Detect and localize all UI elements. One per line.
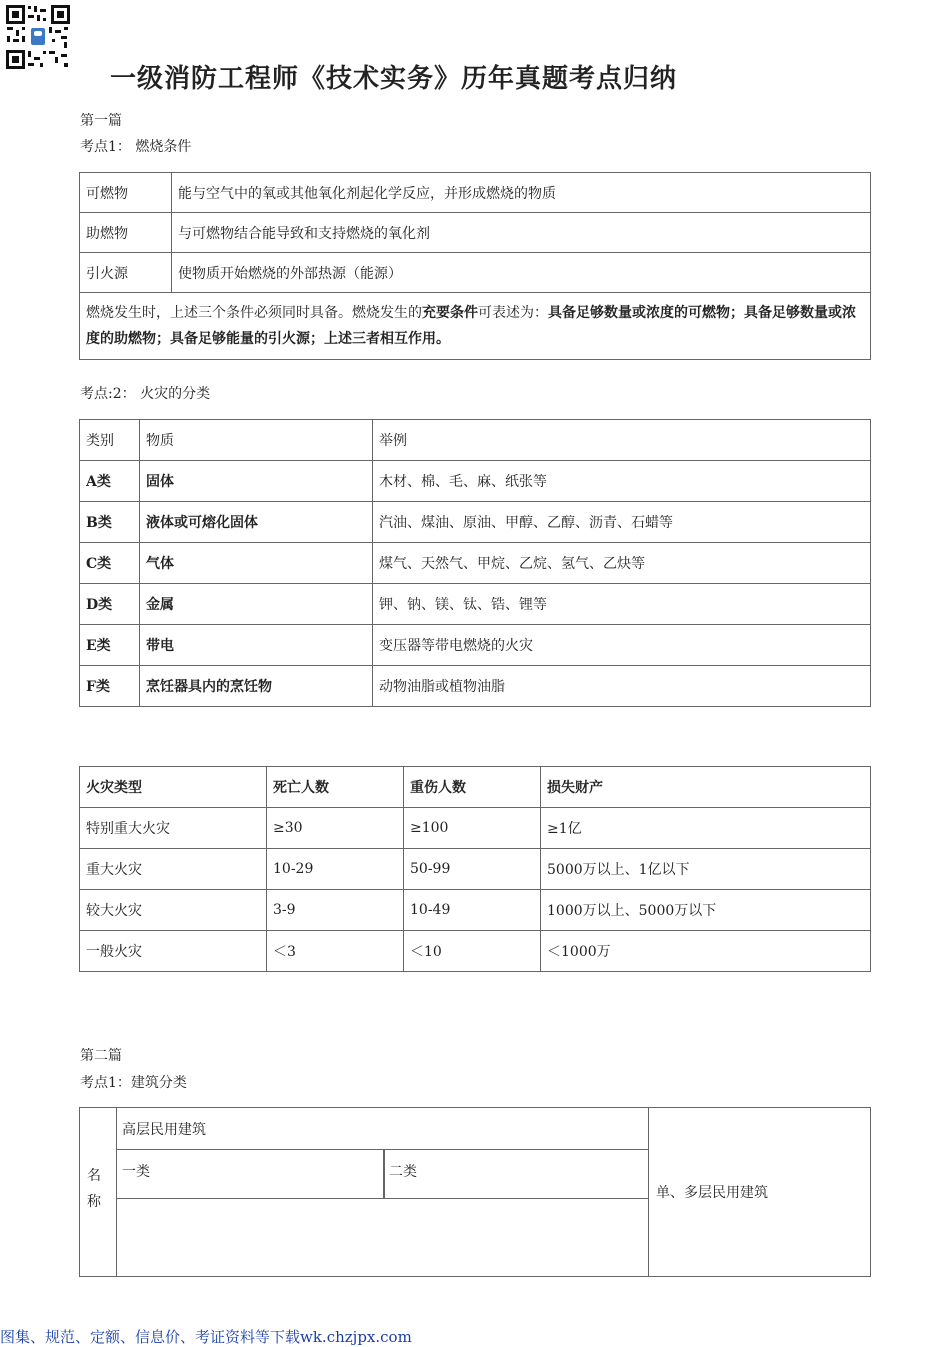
topic-heading: 考点1： 燃烧条件 <box>80 139 192 155</box>
deaths-cell: 3-9 <box>267 890 404 931</box>
example-cell: 木材、棉、毛、麻、纸张等 <box>373 461 871 502</box>
class-cell: E类 <box>80 625 140 666</box>
building-classification-table <box>79 1107 871 1277</box>
substance-cell: 金属 <box>140 584 373 625</box>
injuries-cell: ＜10 <box>404 931 541 972</box>
table-header-row <box>80 420 871 461</box>
deaths-cell: ＜3 <box>267 931 404 972</box>
deaths-cell: 10-29 <box>267 849 404 890</box>
table-header-row <box>80 767 871 808</box>
definition-cell: 能与空气中的氧或其他氧化剂起化学反应，并形成燃烧的物质 <box>172 173 871 213</box>
fire-levels-table <box>79 766 871 972</box>
page-title: 一级消防工程师《技术实务》历年真题考点归纳 <box>110 64 678 94</box>
column-header: 火灾类型 <box>80 767 267 808</box>
column-header: 举例 <box>373 420 871 461</box>
table-row <box>80 253 871 293</box>
table-row <box>80 666 871 707</box>
fire-type-cell: 较大火灾 <box>80 890 267 931</box>
loss-cell: 5000万以上、1亿以下 <box>541 849 871 890</box>
table-row <box>80 584 871 625</box>
section-heading: 第一篇 <box>80 113 122 129</box>
class-cell: B类 <box>80 502 140 543</box>
example-cell: 钾、钠、镁、钛、锆、锂等 <box>373 584 871 625</box>
combustion-conditions-table <box>79 172 871 360</box>
fire-type-cell: 重大火灾 <box>80 849 267 890</box>
class-cell: A类 <box>80 461 140 502</box>
table-row <box>80 461 871 502</box>
loss-cell: ＜1000万 <box>541 931 871 972</box>
substance-cell: 液体或可熔化固体 <box>140 502 373 543</box>
fire-type-cell: 特别重大火灾 <box>80 808 267 849</box>
column-header: 物质 <box>140 420 373 461</box>
injuries-cell: 10-49 <box>404 890 541 931</box>
class-cell: D类 <box>80 584 140 625</box>
name-label: 名称 <box>87 1168 101 1210</box>
term-cell: 引火源 <box>80 253 172 293</box>
table-row <box>80 931 871 972</box>
table-row <box>80 213 871 253</box>
example-cell: 汽油、煤油、原油、甲醇、乙醇、沥青、石蜡等 <box>373 502 871 543</box>
definition-cell: 使物质开始燃烧的外部热源（能源） <box>172 253 871 293</box>
class-one-label: 一类 <box>122 1164 150 1180</box>
high-rise-label: 高层民用建筑 <box>122 1122 206 1138</box>
table-row <box>80 502 871 543</box>
topic-heading: 考点:2： 火灾的分类 <box>80 386 211 402</box>
class-divider <box>383 1150 385 1199</box>
injuries-cell: ≥100 <box>404 808 541 849</box>
table-row <box>80 543 871 584</box>
table-row <box>80 808 871 849</box>
class-two-label: 二类 <box>389 1164 417 1180</box>
substance-cell: 烹饪器具内的烹饪物 <box>140 666 373 707</box>
table-row <box>80 890 871 931</box>
example-cell: 变压器等带电燃烧的火灾 <box>373 625 871 666</box>
column-header: 重伤人数 <box>404 767 541 808</box>
example-cell: 煤气、天然气、甲烷、乙烷、氢气、乙炔等 <box>373 543 871 584</box>
term-cell: 助燃物 <box>80 213 172 253</box>
multi-storey-label: 单、多层民用建筑 <box>656 1185 768 1201</box>
table-row <box>80 293 871 360</box>
topic-heading: 考点1：建筑分类 <box>80 1075 187 1091</box>
table-row <box>80 173 871 213</box>
injuries-cell: 50-99 <box>404 849 541 890</box>
class-cell: C类 <box>80 543 140 584</box>
substance-cell: 固体 <box>140 461 373 502</box>
section-heading: 第二篇 <box>80 1048 122 1064</box>
definition-cell: 与可燃物结合能导致和支持燃烧的氧化剂 <box>172 213 871 253</box>
table-row <box>80 849 871 890</box>
column-header: 损失财产 <box>541 767 871 808</box>
footer-link[interactable]: 图集、规范、定额、信息价、考证资料等下载wk.chzjpx.com <box>0 1328 412 1346</box>
combustion-note: 燃烧发生时，上述三个条件必须同时具备。燃烧发生的充要条件可表述为：具备足够数量或浓度的可燃物；具备足够数量或浓度的助燃物；具备足够能量的引火源；上述三者相互作用。 <box>80 293 871 360</box>
column-header: 类别 <box>80 420 140 461</box>
fire-type-cell: 一般火灾 <box>80 931 267 972</box>
deaths-cell: ≥30 <box>267 808 404 849</box>
loss-cell: 1000万以上、5000万以下 <box>541 890 871 931</box>
fire-classes-table <box>79 419 871 707</box>
class-cell: F类 <box>80 666 140 707</box>
example-cell: 动物油脂或植物油脂 <box>373 666 871 707</box>
column-header: 死亡人数 <box>267 767 404 808</box>
table-row <box>80 625 871 666</box>
qr-code-icon <box>5 4 71 70</box>
term-cell: 可燃物 <box>80 173 172 213</box>
substance-cell: 气体 <box>140 543 373 584</box>
loss-cell: ≥1亿 <box>541 808 871 849</box>
substance-cell: 带电 <box>140 625 373 666</box>
